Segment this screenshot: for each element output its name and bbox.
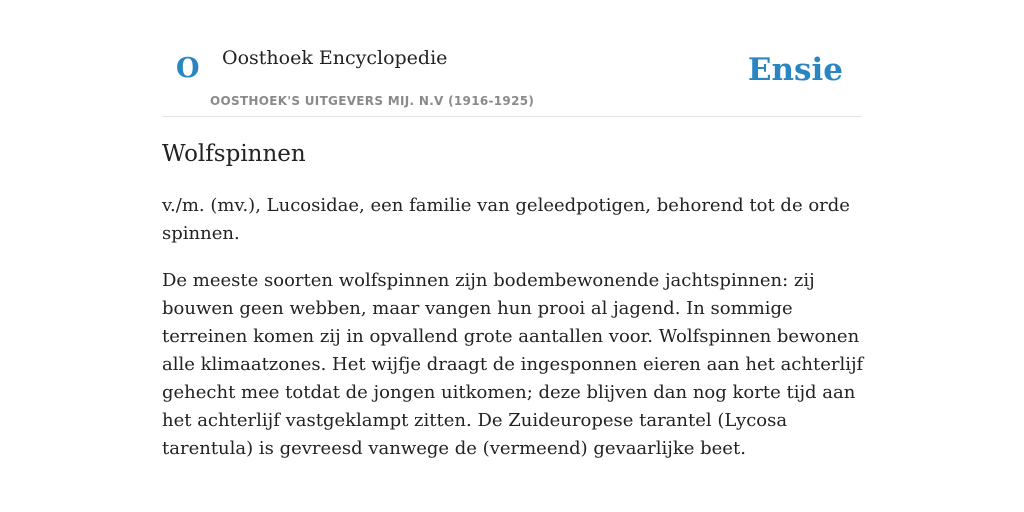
article-paragraph: v./m. (mv.), Lucosidae, een familie van geleedpotigen, behorend tot de orde spinnen. <box>162 195 850 244</box>
article-title: Wolfspinnen <box>162 141 306 167</box>
publisher-label: OOSTHOEK'S UITGEVERS MIJ. N.V (1916-1925) <box>210 94 535 108</box>
article-paragraph: De meeste soorten wolfspinnen zijn bodembewonende jachtspinnen: zij bouwen geen webben, maar vangen hun prooi al jagend. In sommige terreinen komen zij in opvallend grote aantallen voor. Wolfspinnen bewonen alle klimaatzones. Het wijfje draagt de ingesponnen eieren aan het achterlijf gehecht mee totdat de jongen uitkomen; deze blijven dan nog korte tijd aan het achterlijf vastgeklampt zitten. De Zuideuropese tarantel (Lycosa tarentula) is gevreesd vanwege de (vermeend) gevaarlijke beet. <box>162 270 864 459</box>
header <box>162 0 862 117</box>
ensie-logo-link[interactable]: Ensie <box>747 52 843 88</box>
book-logo[interactable]: O <box>176 53 200 84</box>
book-title-link[interactable]: Oosthoek Encyclopedie <box>222 47 448 69</box>
article-body <box>162 192 867 482</box>
